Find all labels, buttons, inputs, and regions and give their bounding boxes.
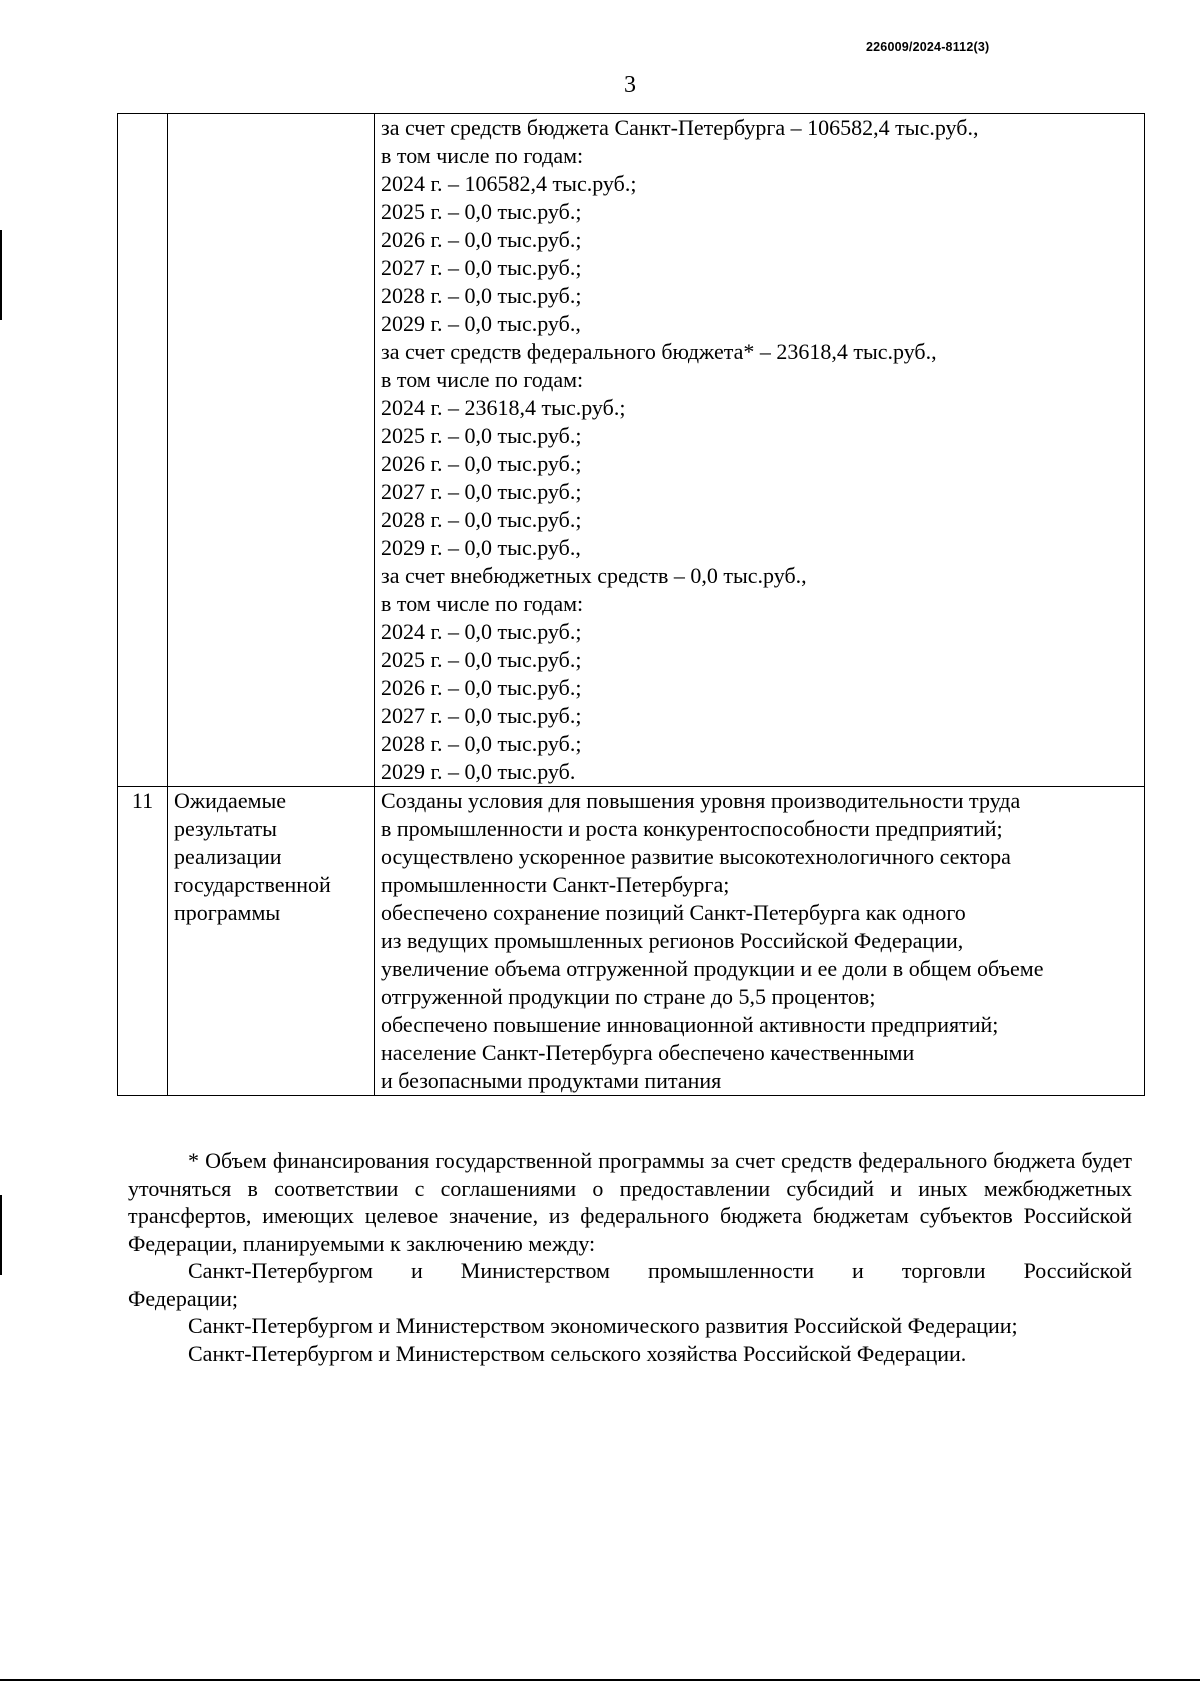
page-number: 3 xyxy=(624,72,636,98)
scan-bottom-edge xyxy=(0,1679,1200,1681)
scan-edge-mark xyxy=(0,1195,2,1275)
table-row-financing-continuation xyxy=(118,114,1145,787)
program-passport-table xyxy=(117,113,1145,1096)
footnote-item-agriculture-ministry: Санкт-Петербургом и Министерством сельского хозяйства Российской Федерации. xyxy=(188,1340,967,1366)
financing-line: 2029 г. – 0,0 тыс.руб., xyxy=(381,535,581,560)
row-name-line: программы xyxy=(174,900,281,925)
financing-line: 2025 г. – 0,0 тыс.руб.; xyxy=(381,423,582,448)
financing-line: 2026 г. – 0,0 тыс.руб.; xyxy=(381,227,582,252)
financing-line: 2024 г. – 106582,4 тыс.руб.; xyxy=(381,171,637,196)
footnote-item-industry-ministry: Санкт-Петербургом и Министерством промышленности и торговли Российской xyxy=(188,1258,1132,1283)
row-name-line: реализации xyxy=(174,844,282,869)
financing-line: в том числе по годам: xyxy=(381,143,584,168)
financing-line: 2027 г. – 0,0 тыс.руб.; xyxy=(381,255,582,280)
row-name-line: государственной xyxy=(174,872,331,897)
row-number-cell: 11 xyxy=(118,787,168,1096)
expected-results-cell xyxy=(375,787,1145,1096)
financing-line: 2024 г. – 0,0 тыс.руб.; xyxy=(381,619,582,644)
expected-result-line: и безопасными продуктами питания xyxy=(381,1068,722,1093)
financing-line: в том числе по годам: xyxy=(381,367,584,392)
table-row-expected-results xyxy=(118,787,1145,1096)
footnote-block xyxy=(128,1147,1132,1367)
financing-line: 2029 г. – 0,0 тыс.руб., xyxy=(381,311,581,336)
expected-result-line: увеличение объема отгруженной продукции и ее доли в общем объеме xyxy=(381,956,1044,981)
footnote-paragraph: * Объем финансирования государственной программы за счет средств федерального бюджета будет уточняться в соответствии с соглашениями о предоставлении субсидий и иных межбюджетных трансфертов, имеющих целевое значение, из федерального бюджета бюджетам субъектов Российской Федерации, планируемыми к заключению между: xyxy=(128,1148,1132,1256)
financing-line: за счет средств бюджета Санкт-Петербурга – 106582,4 тыс.руб., xyxy=(381,115,979,140)
financing-line: 2025 г. – 0,0 тыс.руб.; xyxy=(381,647,582,672)
expected-result-line: обеспечено повышение инновационной активности предприятий; xyxy=(381,1012,999,1037)
row-name-cell xyxy=(168,787,375,1096)
financing-line: 2027 г. – 0,0 тыс.руб.; xyxy=(381,703,582,728)
expected-result-line: осуществлено ускоренное развитие высокотехнологичного сектора xyxy=(381,844,1011,869)
row-name-line: результаты xyxy=(174,816,277,841)
financing-line: 2025 г. – 0,0 тыс.руб.; xyxy=(381,199,582,224)
expected-result-line: население Санкт-Петербурга обеспечено качественными xyxy=(381,1040,915,1065)
financing-line: 2029 г. – 0,0 тыс.руб. xyxy=(381,759,576,784)
footnote-item-economic-ministry: Санкт-Петербургом и Министерством экономического развития Российской Федерации; xyxy=(188,1313,1018,1338)
document-registration-code: 226009/2024-8112(3) xyxy=(866,40,990,54)
financing-line: 2028 г. – 0,0 тыс.руб.; xyxy=(381,507,582,532)
financing-line: 2028 г. – 0,0 тыс.руб.; xyxy=(381,731,582,756)
financing-line: 2028 г. – 0,0 тыс.руб.; xyxy=(381,283,582,308)
row-name-cell xyxy=(168,114,375,787)
financing-value-cell xyxy=(375,114,1145,787)
financing-line: 2024 г. – 23618,4 тыс.руб.; xyxy=(381,395,626,420)
scan-edge-mark xyxy=(0,230,2,320)
footnote-item-industry-ministry-continuation: Федерации; xyxy=(128,1285,239,1311)
financing-line: 2027 г. – 0,0 тыс.руб.; xyxy=(381,479,582,504)
financing-line: в том числе по годам: xyxy=(381,591,584,616)
expected-result-line: обеспечено сохранение позиций Санкт-Петербурга как одного xyxy=(381,900,966,925)
financing-line: за счет средств федерального бюджета* – 23618,4 тыс.руб., xyxy=(381,339,937,364)
financing-line: за счет внебюджетных средств – 0,0 тыс.руб., xyxy=(381,563,807,588)
row-name-line: Ожидаемые xyxy=(174,788,287,813)
expected-result-line: Созданы условия для повышения уровня производительности труда xyxy=(381,788,1021,813)
expected-result-line: в промышленности и роста конкурентоспособности предприятий; xyxy=(381,816,1003,841)
financing-line: 2026 г. – 0,0 тыс.руб.; xyxy=(381,675,582,700)
financing-line: 2026 г. – 0,0 тыс.руб.; xyxy=(381,451,582,476)
row-number-cell xyxy=(118,114,168,787)
expected-result-line: отгруженной продукции по стране до 5,5 процентов; xyxy=(381,984,876,1009)
expected-result-line: из ведущих промышленных регионов Российской Федерации, xyxy=(381,928,964,953)
expected-result-line: промышленности Санкт-Петербурга; xyxy=(381,872,730,897)
